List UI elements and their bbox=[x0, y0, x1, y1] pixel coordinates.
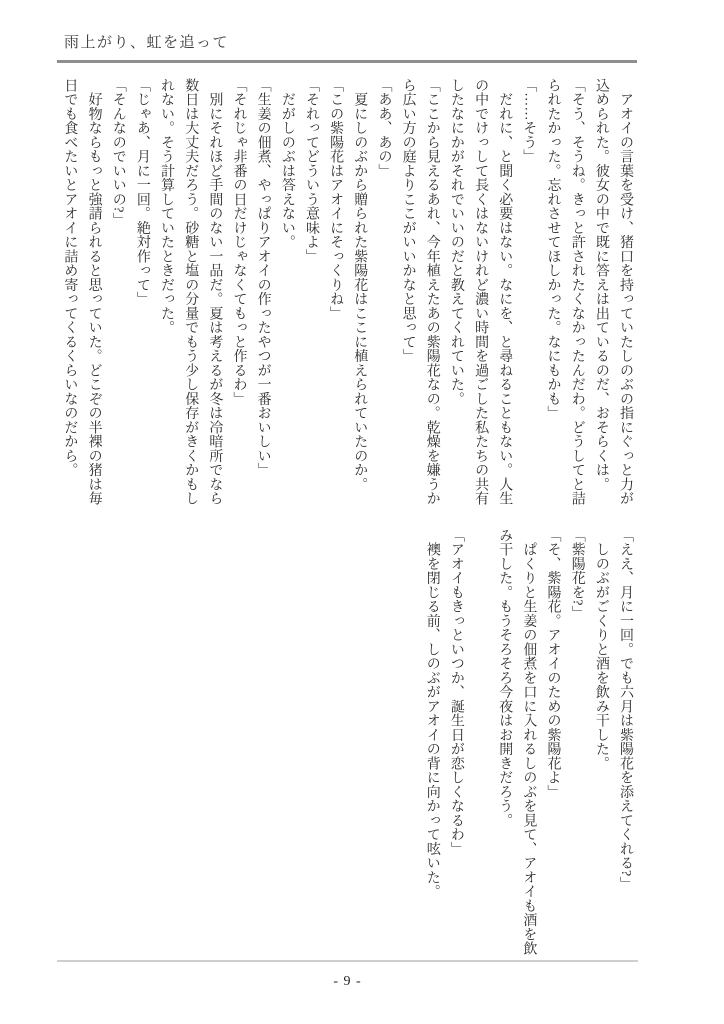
text-line: アオイの言葉を受け、猪口を持っていたしのぶの指にぐっと力が bbox=[618, 78, 633, 506]
text-line: 日でも食べたいとアオイに詰め寄ってくるくらいなのだから。 bbox=[62, 78, 78, 477]
text-line: 「この紫陽花はアオイにそっくりね」 bbox=[328, 78, 344, 321]
text-line: 「生姜の佃煮、やっぱりアオイの作ったやつが一番おいしい」 bbox=[255, 78, 271, 477]
text-line: 「じゃあ、月に一回。絶対作って」 bbox=[134, 78, 150, 306]
text-line: 「アオイもきっといつか、誕生日が恋しくなるわ」 bbox=[448, 528, 464, 856]
text-line: 「それってどういう意味よ」 bbox=[303, 78, 319, 264]
text-line: ぱくりと生姜の佃煮を口に入れるしのぶを見て、アオイも酒を飲 bbox=[521, 528, 537, 956]
text-line: しのぶがごくりと酒を飲み干した。 bbox=[593, 528, 609, 771]
header-rule bbox=[57, 60, 637, 63]
text-line: み干した。もうそろそろ今夜はお開きだろう。 bbox=[497, 528, 513, 828]
text-line bbox=[468, 528, 492, 958]
text-line: だがしのぶは答えない。 bbox=[279, 78, 295, 249]
footer-rule bbox=[57, 960, 638, 962]
text-line: 込められた。彼女の中で既に答えは出ているのだ、おそらくは。 bbox=[593, 78, 609, 492]
text-line: れない。そう計算していたときだった。 bbox=[159, 78, 175, 335]
text-line: 夏にしのぶから贈られた紫陽花はここに植えられていたのか。 bbox=[352, 78, 368, 492]
text-line: 「……そう」 bbox=[521, 78, 537, 164]
text-line: 「それじゃ非番の日だけじゃなくてもっと作るわ」 bbox=[231, 78, 247, 406]
text-line: 「そう、そうね。きっと許されたくなかったんだわ。どうしてと詰 bbox=[569, 78, 585, 506]
text-line: だれに、と聞く必要はない。なにを、と尋ねることもない。人生 bbox=[497, 78, 513, 506]
page-header-title: 雨上がり、虹を追って bbox=[64, 35, 230, 51]
text-line: 「ええ、月に一回。でも六月は紫陽花を添えてくれる?」 bbox=[618, 528, 633, 891]
text-line: 「紫陽花を?」 bbox=[569, 528, 585, 620]
text-line: 「ここから見えるあれ、今年植えたあの紫陽花なの。乾燥を嫌うか bbox=[424, 78, 440, 506]
text-line: 「そんなのでいいの?」 bbox=[110, 78, 126, 227]
text-line: 「ああ、あの」 bbox=[376, 78, 392, 178]
page-number: - 9 - bbox=[333, 974, 362, 989]
text-line: したなにかがそれでいいのだと教えてくれていた。 bbox=[448, 78, 464, 406]
text-line: られたかった。忘れさせてほしかった。なにもかも」 bbox=[545, 78, 561, 420]
text-line: 「そ、紫陽花。アオイのための紫陽花よ」 bbox=[545, 528, 561, 799]
upper-text-block bbox=[53, 78, 637, 508]
lower-text-block bbox=[53, 528, 637, 958]
text-line: ら広い方の庭よりここがいいかなと思って」 bbox=[400, 78, 416, 363]
text-line: 数日は大丈夫だろう。砂糖と塩の分量でもう少し保存がきくかもし bbox=[183, 78, 199, 506]
text-line: 好物ならもっと強請られると思っていた。どこぞの半裸の猪は毎 bbox=[86, 78, 102, 506]
text-line: 別にそれほど手間のない一品だ。夏は考えるが冬は冷暗所でなら bbox=[207, 78, 223, 506]
text-line: 襖を閉じる前、しのぶがアオイの背に向かって呟いた。 bbox=[424, 528, 440, 899]
text-line: の中でけっして長くはないけれど濃い時間を過ごした私たちの共有 bbox=[473, 78, 489, 506]
